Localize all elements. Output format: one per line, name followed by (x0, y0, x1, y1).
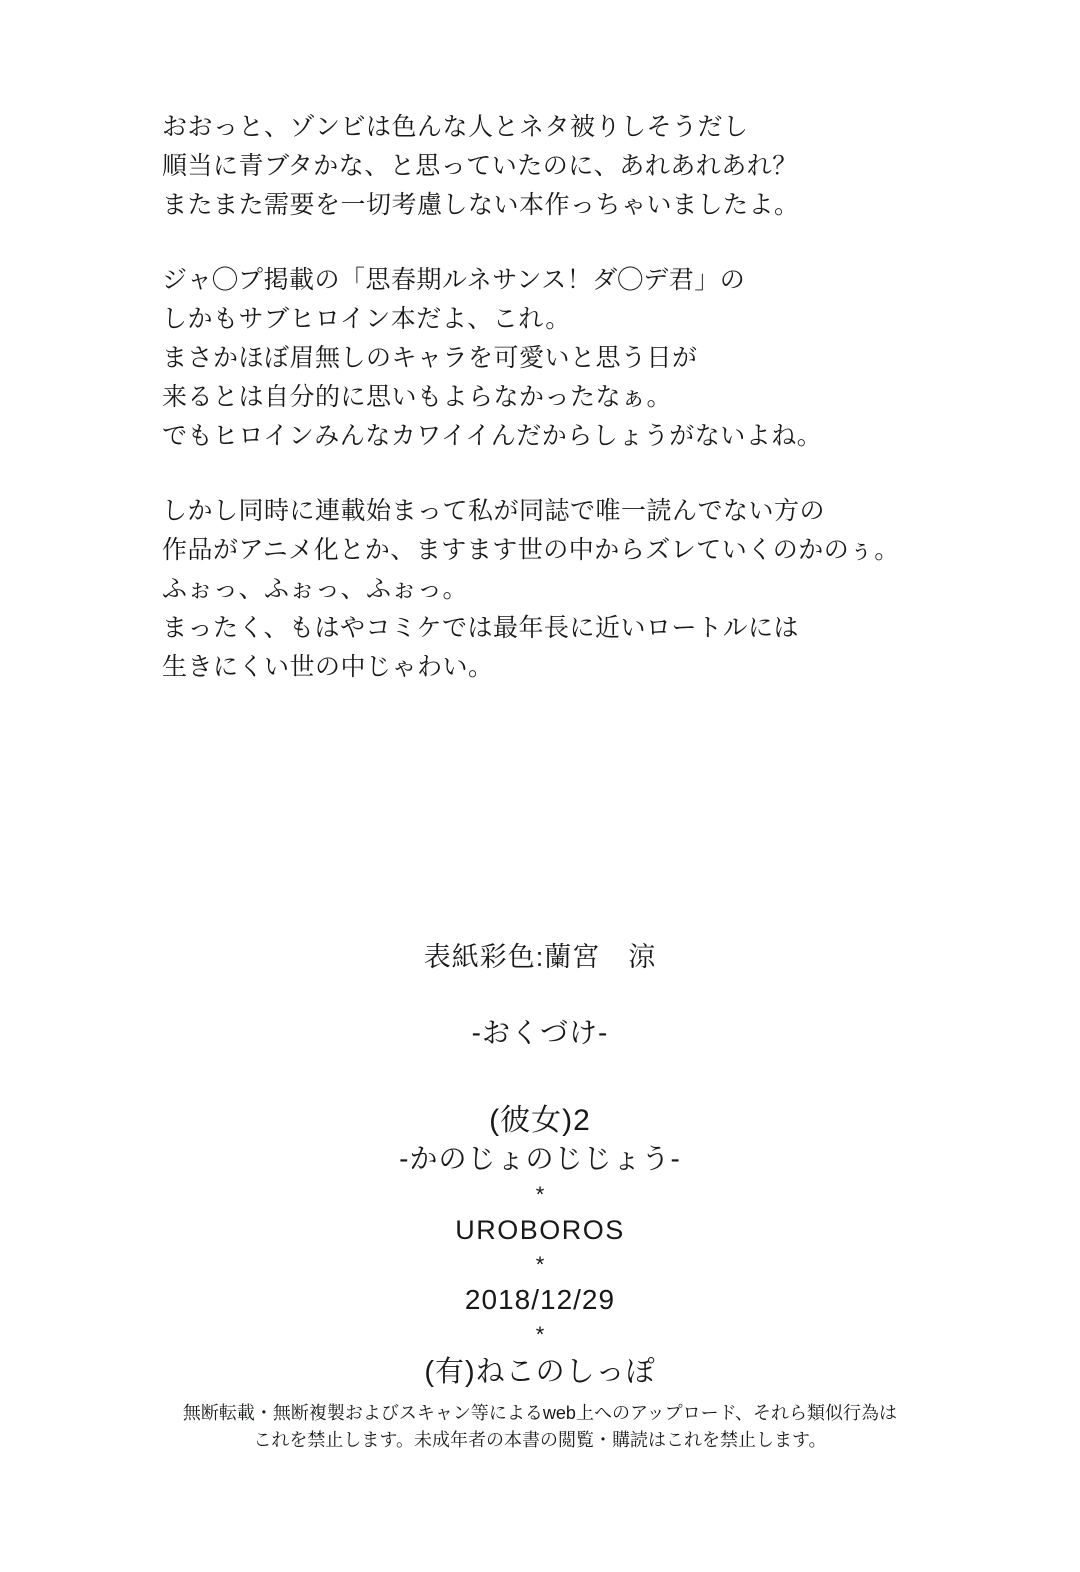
afterword-line: まさかほぼ眉無しのキャラを可愛いと思う日が (162, 344, 698, 372)
colophon (0, 940, 1080, 1454)
afterword-line: しかし同時に連載始まって私が同誌で唯一読んでない方の (162, 497, 826, 525)
afterword-line: しかもサブヒロイン本だよ、これ。 (162, 305, 571, 333)
afterword-line: まったく、もはやコミケでは最年長に近いロートルには (162, 614, 800, 642)
afterword-paragraph (162, 492, 952, 687)
colophon-heading: -おくづけ- (471, 1017, 609, 1048)
afterword-paragraph (162, 108, 952, 225)
afterword-line: ふぉっ、ふぉっ、ふぉっ。 (162, 575, 469, 603)
afterword-line: 生きにくい世の中じゃわい。 (162, 653, 494, 681)
afterword-line: おおっと、ゾンビは色んな人とネタ被りしそうだし (162, 113, 749, 141)
publication-date: 2018/12/29 (464, 1284, 616, 1315)
legal-notice-line: 無断転載・無断複製およびスキャン等によるweb上へのアップロード、それら類似行為は (182, 1403, 898, 1423)
printer-name: (有)ねこのしっぽ (424, 1356, 656, 1388)
legal-notice-line: これを禁止します。未成年者の本書の閲覧・購読はこれを禁止します。 (253, 1430, 827, 1450)
separator-asterisk: * (535, 1322, 545, 1347)
separator-asterisk: * (535, 1252, 545, 1277)
book-title: (彼女)2 (489, 1104, 591, 1137)
afterword-line: でもヒロインみんなカワイイんだからしょうがないよね。 (162, 422, 823, 450)
afterword-text (162, 108, 952, 687)
circle-name: UROBOROS (455, 1215, 625, 1245)
afterword-line: ジャ◯プ掲載の「思春期ルネサンス！ダ◯デ君」の (162, 266, 746, 294)
book-title-reading: -かのじょのじじょう- (399, 1143, 681, 1174)
afterword-line: 順当に青ブタかな、と思っていたのに、あれあれあれ？ (162, 152, 798, 180)
afterword-paragraph (162, 261, 952, 456)
legal-notice (0, 1400, 1080, 1454)
separator-asterisk: * (535, 1182, 545, 1207)
cover-credit: 表紙彩色:蘭宮 涼 (423, 942, 657, 972)
afterword-line: 来るとは自分的に思いもよらなかったなぁ。 (162, 383, 673, 411)
afterword-line: 作品がアニメ化とか、ますます世の中からズレていくのかのぅ。 (162, 536, 900, 564)
afterword-line: またまた需要を一切考慮しない本作っちゃいましたよ。 (162, 191, 800, 219)
